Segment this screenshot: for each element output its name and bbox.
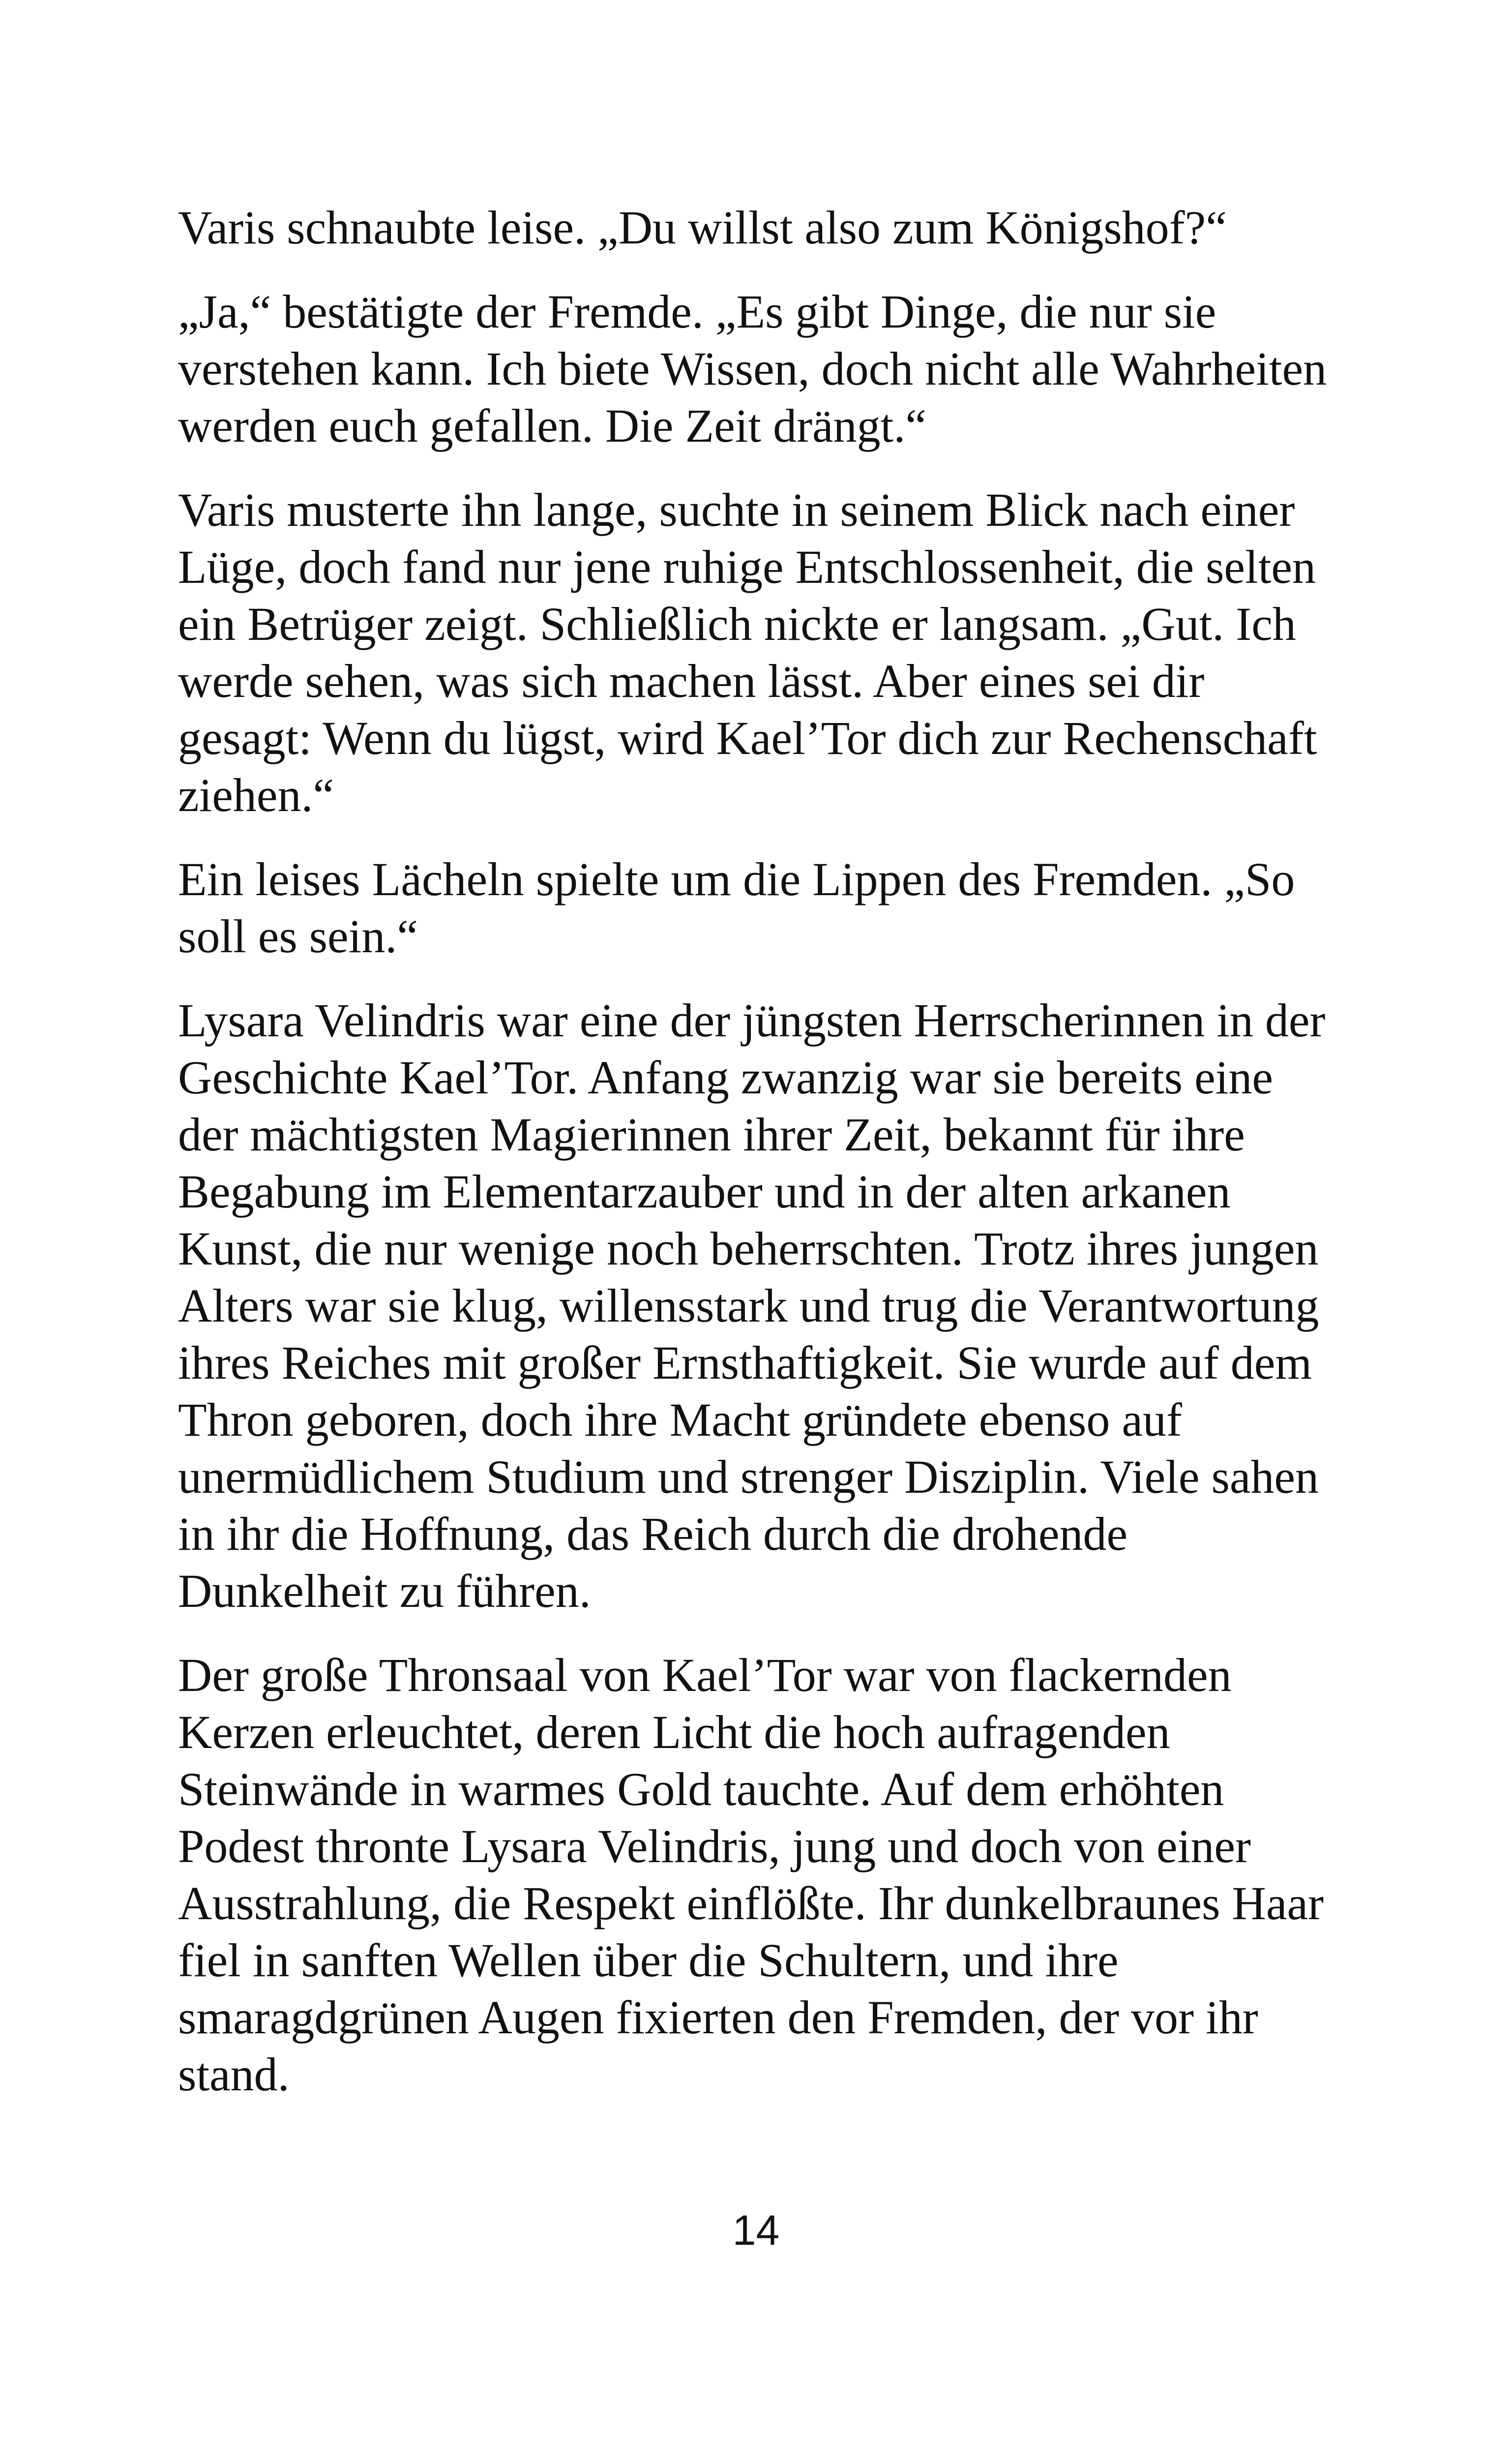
paragraph-6: Der große Thronsaal von Kael’Tor war von flackernden Kerzen erleuchtet, deren Licht die hoch aufragenden Steinwände in warmes Gold tauchte. Auf dem erhöhten Podest thronte Lysara Velindris, jung und doch von einer Ausstrahlung, die Respekt einflößte. Ihr dunkelbraunes Haar fiel in sanften Wellen über die Schultern, und ihre smaragdgrünen Augen fixierten den Fremden, der vor ihr stand. bbox=[178, 1649, 1324, 2101]
paragraph-4: Ein leises Lächeln spielte um die Lippen des Fremden. „So soll es sein.“ bbox=[178, 853, 1295, 963]
body-text bbox=[178, 199, 1338, 2130]
paragraph-3: Varis musterte ihn lange, suchte in seinem Blick nach einer Lüge, doch fand nur jene ruhige Entschlossenheit, die selten ein Betrüger zeigt. Schließlich nickte er langsam. „Gut. Ich werde sehen, was sich machen lässt. Aber eines sei dir gesagt: Wenn du lügst, wird Kael’Tor dich zur Rechenschaft ziehen.“ bbox=[178, 483, 1317, 821]
page-number: 14 bbox=[732, 2207, 780, 2254]
paragraph-1: Varis schnaubte leise. „Du willst also zum Königshof?“ bbox=[178, 201, 1227, 254]
paragraph-2: „Ja,“ bestätigte der Fremde. „Es gibt Dinge, die nur sie verstehen kann. Ich biete Wissen, doch nicht alle Wahrheiten werden euch gefallen. Die Zeit drängt.“ bbox=[178, 285, 1327, 452]
paragraph-5: Lysara Velindris war eine der jüngsten Herrscherinnen in der Geschichte Kael’Tor. Anfang zwanzig war sie bereits eine der mächtigsten Magierinnen ihrer Zeit, bekannt für ihre Begabung im Elementarzauber und in der alten arkanen Kunst, die nur wenige noch beherrschten. Trotz ihres jungen Alters war sie klug, willensstark und trug die Verantwortung ihres Reiches mit großer Ernsthaftigkeit. Sie wurde auf dem Thron geboren, doch ihre Macht gründete ebenso auf unermüdlichem Studium und strenger Disziplin. Viele sahen in ihr die Hoffnung, das Reich durch die drohende Dunkelheit zu führen. bbox=[178, 994, 1326, 1617]
